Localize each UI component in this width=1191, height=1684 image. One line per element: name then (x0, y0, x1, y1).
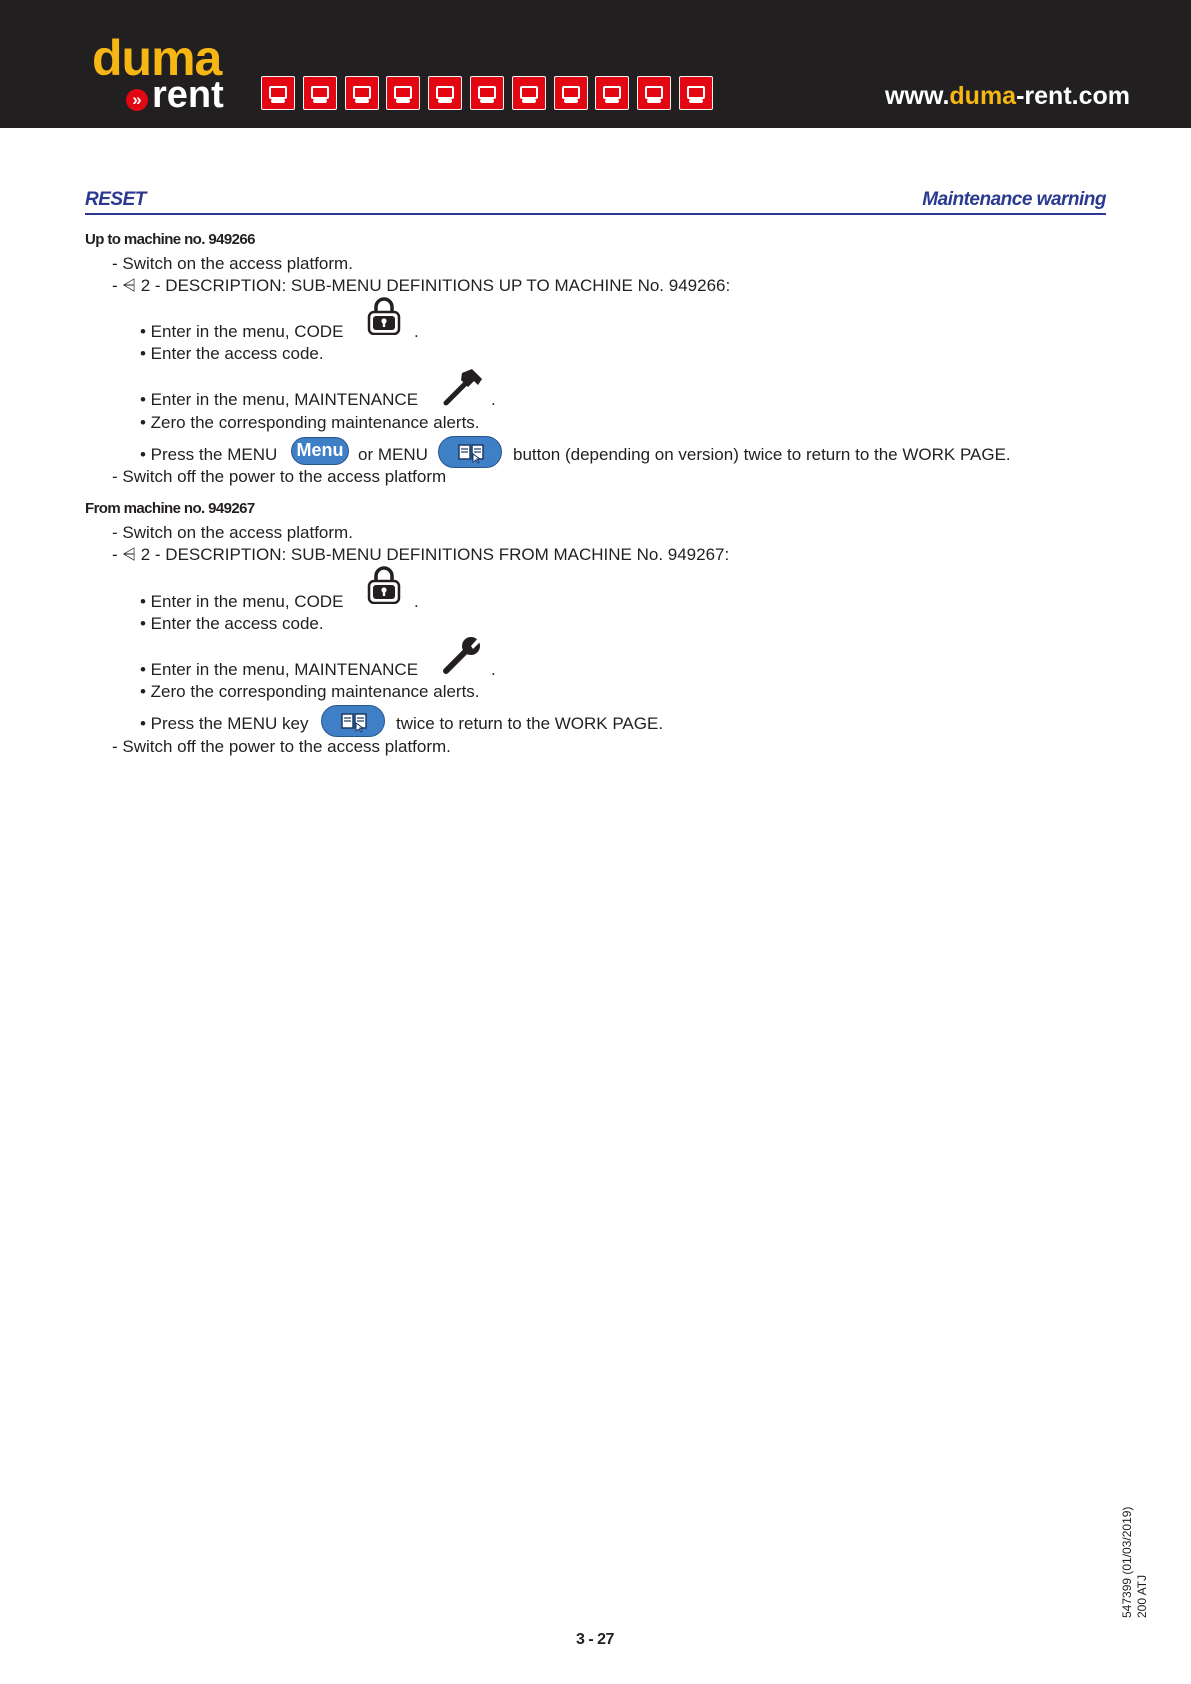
section-title-bar (85, 189, 1106, 215)
section2-zero-alerts: • Zero the corresponding maintenance alerts. (140, 682, 480, 701)
section2-power-off: - Switch off the power to the access platform. (112, 737, 451, 756)
trailer-platform-icon (679, 76, 713, 110)
section2-code-menu: • Enter in the menu, CODE (140, 592, 344, 611)
excavator-icon (554, 76, 588, 110)
page-number: 3 - 27 (576, 1631, 614, 1648)
section1-press-menu: • Press the MENU (140, 445, 278, 464)
roller-icon (470, 76, 504, 110)
section1-access-code: • Enter the access code. (140, 344, 324, 363)
backhoe-icon (428, 76, 462, 110)
ref-text: 2 - DESCRIPTION: SUB-MENU DEFINITIONS FROM MACHINE No. 949267: (140, 545, 730, 564)
reference-arrow-icon: ⩤ (122, 545, 136, 564)
section1-maintenance-menu: • Enter in the menu, MAINTENANCE (140, 390, 419, 409)
hammer-icon (441, 367, 485, 407)
logo-duma-text: duma (92, 30, 222, 86)
doc-model: 200 ATJ (1135, 1574, 1149, 1618)
machine-icons-strip (261, 76, 721, 110)
section1-code-menu: • Enter in the menu, CODE (140, 322, 344, 341)
logo-rent-text: rent (152, 74, 224, 116)
section2-press-menu-key-end: twice to return to the WORK PAGE. (396, 714, 664, 733)
menu-book-button (438, 436, 502, 468)
section1-heading: Up to machine no. 949266 (85, 231, 255, 248)
url-suffix: -rent.com (1016, 82, 1130, 110)
section1-step-power-on: - Switch on the access platform. (112, 254, 353, 273)
section1-or-menu: or MENU (358, 445, 428, 464)
url-highlight: duma (949, 82, 1017, 110)
doc-ref-code: 547399 (01/03/2019) (1120, 1506, 1134, 1618)
section2-code-menu-end: . (414, 592, 419, 611)
section2-press-menu-key: • Press the MENU key (140, 714, 309, 733)
wrench-icon (441, 636, 485, 676)
document-reference (1120, 1507, 1150, 1618)
header-banner (0, 0, 1191, 128)
ref-dash: - (112, 545, 123, 564)
section2-access-code: • Enter the access code. (140, 614, 324, 633)
logo-arrows-icon: » (126, 89, 148, 111)
chapter-title: Maintenance warning (922, 189, 1106, 210)
section1-power-off: - Switch off the power to the access platform (112, 467, 447, 486)
forklift-icon (303, 76, 337, 110)
section1-code-menu-end: . (414, 322, 419, 341)
section2-heading: From machine no. 949267 (85, 500, 255, 517)
lock-icon (367, 297, 401, 335)
ref-dash: - (112, 276, 123, 295)
section2-step-power-on: - Switch on the access platform. (112, 523, 353, 542)
section1-zero-alerts: • Zero the corresponding maintenance alerts. (140, 413, 480, 432)
boom-lift-icon (637, 76, 671, 110)
section1-press-menu-end: button (depending on version) twice to return to the WORK PAGE. (513, 445, 1011, 464)
section1-maintenance-menu-end: . (491, 390, 496, 409)
scissor-lift-icon (345, 76, 379, 110)
wheel-loader-icon (261, 76, 295, 110)
crane-truck-icon (512, 76, 546, 110)
telehandler-icon (595, 76, 629, 110)
menu-book-button (321, 705, 385, 737)
lock-icon (367, 566, 401, 604)
website-url[interactable] (885, 82, 1130, 111)
reference-arrow-icon: ⩤ (122, 276, 136, 295)
section2-maintenance-menu-end: . (491, 660, 496, 679)
section-title: RESET (85, 189, 146, 210)
duma-rent-logo[interactable] (92, 30, 242, 116)
ref-text: 2 - DESCRIPTION: SUB-MENU DEFINITIONS UP TO MACHINE No. 949266: (140, 276, 731, 295)
mini-excavator-icon (386, 76, 420, 110)
url-prefix: www. (885, 82, 950, 110)
section2-maintenance-menu: • Enter in the menu, MAINTENANCE (140, 660, 419, 679)
section1-step-reference (112, 276, 730, 296)
menu-button: Menu (291, 437, 349, 465)
section2-step-reference (112, 545, 729, 565)
